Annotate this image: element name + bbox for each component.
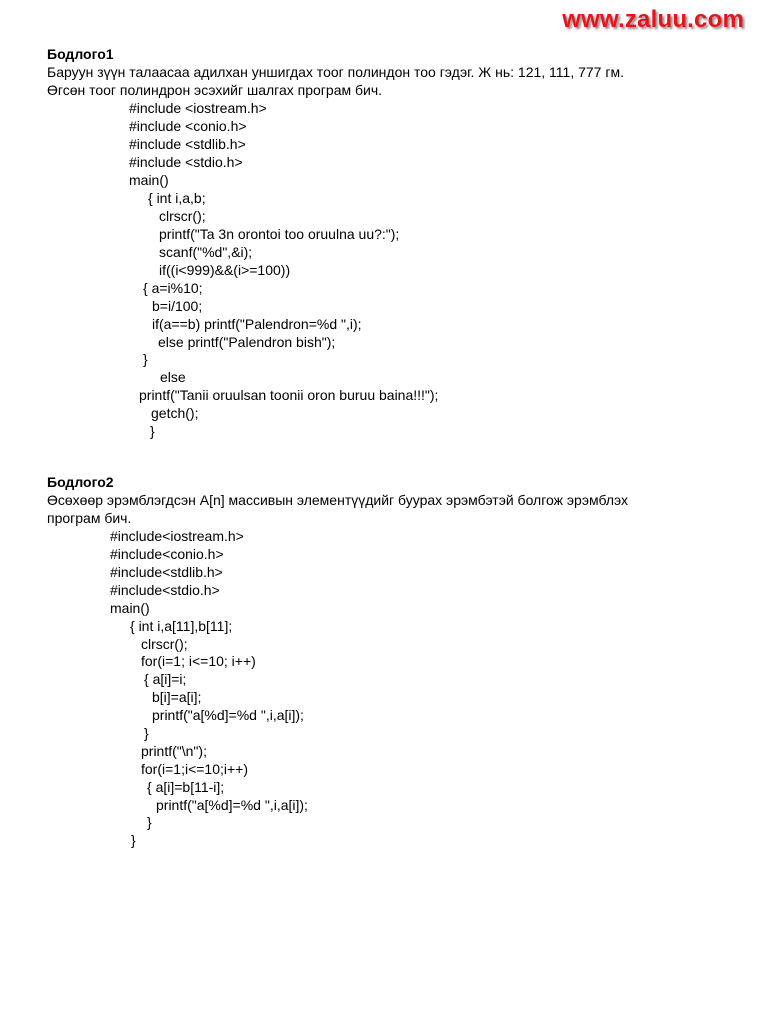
problem-2-title: Бодлого2: [47, 474, 114, 490]
code-line: else: [160, 369, 186, 385]
code-line: #include <stdlib.h>: [129, 136, 246, 152]
code-line: }: [150, 423, 155, 439]
code-line: { a[i]=i;: [144, 671, 187, 687]
code-line: }: [131, 832, 136, 848]
code-line: }: [144, 725, 149, 741]
code-line: b[i]=a[i];: [152, 689, 202, 705]
code-line: printf("Tanii oruulsan toonii oron buruu baina!!!");: [139, 387, 439, 403]
problem-1-description-line: Өгсөн тоог полиндрон эсэхийг шалгах програм бич.: [47, 82, 383, 98]
code-line: if(a==b) printf("Palendron=%d ",i);: [152, 316, 362, 332]
code-line: else printf("Palendron bish");: [158, 334, 336, 350]
code-line: #include<stdlib.h>: [110, 564, 223, 580]
code-line: #include <conio.h>: [129, 118, 247, 134]
code-line: clrscr();: [159, 208, 206, 224]
code-line: #include<conio.h>: [110, 546, 224, 562]
code-line: printf("a[%d]=%d ",i,a[i]);: [152, 707, 304, 723]
code-line: { a=i%10;: [143, 280, 203, 296]
problem-1-description-line: Баруун зүүн талаасаа адилхан уншигдах тоог полиндон тоо гэдэг. Ж нь: 121, 111, 777 гм.: [47, 64, 624, 80]
code-line: main(): [110, 600, 150, 616]
code-line: }: [147, 814, 152, 830]
code-line: { a[i]=b[11-i];: [147, 779, 225, 795]
site-watermark: www.zaluu.com: [562, 6, 744, 33]
code-line: getch();: [151, 405, 199, 421]
code-line: #include<stdio.h>: [110, 582, 220, 598]
code-line: }: [143, 351, 148, 367]
code-line: { int i,a,b;: [148, 190, 206, 206]
problem-2-description-line: Өсөхөөр эрэмблэгдсэн A[n] массивын элементүүдийг буурах эрэмбэтэй болгож эрэмблэх: [47, 492, 628, 508]
code-line: printf("Ta 3n orontoi too oruulna uu?:");: [159, 226, 400, 242]
code-line: printf("\n");: [141, 743, 207, 759]
code-line: #include<iostream.h>: [110, 528, 244, 544]
code-line: b=i/100;: [152, 298, 203, 314]
code-line: { int i,a[11],b[11];: [130, 618, 233, 634]
problem-2-description-line: програм бич.: [47, 510, 132, 526]
code-line: if((i<999)&&(i>=100)): [159, 262, 291, 278]
code-line: printf("a[%d]=%d ",i,a[i]);: [156, 797, 308, 813]
code-line: #include <stdio.h>: [129, 154, 243, 170]
code-line: main(): [129, 172, 169, 188]
problem-1-title: Бодлого1: [47, 46, 114, 62]
code-line: clrscr();: [141, 636, 188, 652]
code-line: for(i=1;i<=10;i++): [141, 761, 249, 777]
code-line: for(i=1; i<=10; i++): [141, 653, 256, 669]
code-line: #include <iostream.h>: [129, 100, 267, 116]
code-line: scanf("%d",&i);: [159, 244, 253, 260]
